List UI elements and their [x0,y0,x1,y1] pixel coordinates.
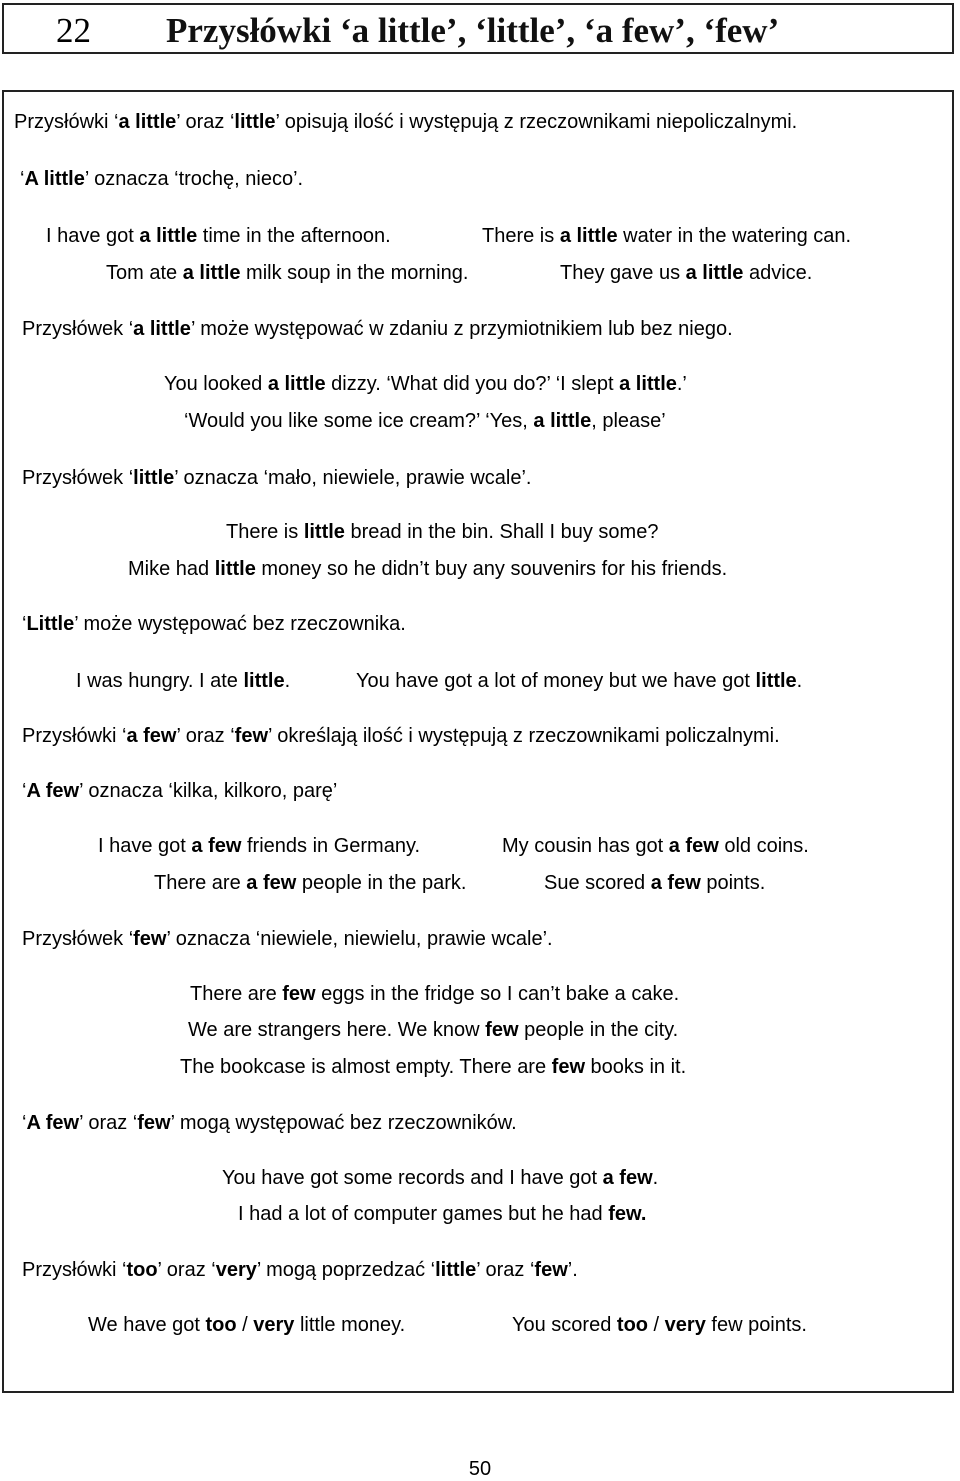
text-run: I was hungry. I ate [76,670,244,692]
text-line [4,980,952,1008]
bold-phrase: little [133,467,175,489]
text-run: Tom ate [106,262,183,284]
text-line [4,464,952,492]
text-run: There is [226,521,304,543]
text-run: water in the watering can. [617,225,852,247]
text-run: You have got some records and I have got [222,1167,603,1189]
text-line [4,1053,952,1081]
text-segment [356,667,802,695]
text-segment [14,108,797,136]
bold-phrase: A few [26,780,80,802]
text-line [4,610,952,638]
text-run: Mike had [128,558,215,580]
text-segment [46,222,391,250]
text-segment [190,980,679,1008]
bold-phrase: a little [182,262,241,284]
text-run: ’ oraz ‘ [476,1259,535,1281]
text-run: You have got a lot of money but we have got [356,670,756,692]
text-run: Przysłówki ‘ [22,1259,127,1281]
text-segment [22,610,406,638]
bold-phrase: a little [685,262,744,284]
text-line [4,925,952,953]
text-segment [188,1016,678,1044]
bold-phrase: few [137,1112,171,1134]
text-run: I have got [46,225,140,247]
bold-phrase: very [664,1314,706,1336]
text-segment [22,722,780,750]
text-run: ’ określają ilość i występują z rzeczownikami policzalnymi. [268,725,780,747]
text-run: Przysłówki ‘ [22,725,127,747]
text-run: ‘ [22,1112,27,1134]
content-box [2,90,954,1393]
bold-phrase: a little [533,410,592,432]
text-line [4,1311,952,1339]
text-segment [560,259,812,287]
text-segment [22,777,337,805]
text-run: ’ może występować w zdaniu z przymiotnikiem lub bez niego. [190,318,733,340]
bold-phrase: a few [602,1167,653,1189]
text-line [4,1256,952,1284]
text-run: time in the afternoon. [197,225,391,247]
text-run: milk soup in the morning. [240,262,469,284]
text-line [4,555,952,583]
bold-phrase: very [215,1259,257,1281]
text-segment [222,1164,658,1192]
text-run: You scored [512,1314,617,1336]
text-line [4,832,952,860]
bold-phrase: a few [668,835,719,857]
text-run: , please’ [591,410,666,432]
bold-phrase: little [234,111,276,133]
section-number: 22 [56,11,91,50]
text-segment [98,832,420,860]
text-segment [22,925,553,953]
text-run: ’ oznacza ‘kilka, kilkoro, parę’ [79,780,338,802]
text-line [4,1109,952,1137]
text-run: . [796,670,803,692]
text-run: eggs in the fridge so I can’t bake a cake. [315,983,680,1005]
text-run: ‘ [22,613,27,635]
text-segment [88,1311,405,1339]
bold-phrase: a few [126,725,177,747]
text-run: ’ oznacza ‘trochę, nieco’. [84,168,304,190]
text-run: bread in the bin. Shall I buy some? [344,521,659,543]
bold-phrase: few [282,983,316,1005]
bold-phrase: a little [118,111,177,133]
text-segment [106,259,468,287]
bold-phrase: little [214,558,256,580]
text-run: ‘Would you like some ice cream?’ ‘Yes, [184,410,534,432]
text-segment [512,1311,807,1339]
text-run: ’. [567,1259,578,1281]
bold-phrase: A few [26,1112,80,1134]
text-run: You looked [164,373,268,395]
bold-phrase: too [205,1314,237,1336]
text-line [4,518,952,546]
text-run: ‘ [20,168,25,190]
text-run: .’ [676,373,687,395]
text-line [4,370,952,398]
bold-phrase: little [435,1259,477,1281]
text-run: ’ oraz ‘ [176,725,235,747]
text-segment [164,370,687,398]
text-line [4,222,952,250]
text-run: dizzy. ‘What did you do?’ ‘I slept [325,373,620,395]
text-run: / [236,1314,254,1336]
section-title: Przysłówki ‘a little’, ‘little’, ‘a few’, ‘few’ [166,11,780,50]
bold-phrase: a little [139,225,198,247]
bold-phrase: a little [619,373,677,395]
text-segment [226,518,658,546]
text-segment [238,1200,646,1228]
text-segment [76,667,290,695]
text-run: . [652,1167,659,1189]
bold-phrase: little [303,521,345,543]
text-line [4,315,952,343]
text-run: old coins. [718,835,809,857]
text-line [4,1200,952,1228]
text-run: I have got [98,835,192,857]
text-run: little money. [294,1314,406,1336]
text-run: advice. [743,262,813,284]
text-run: Przysłówek ‘ [22,318,134,340]
text-run: Przysłówek ‘ [22,467,134,489]
text-segment [22,315,733,343]
title-box [2,3,954,54]
bold-phrase: a little [133,318,191,340]
bold-phrase: a few [191,835,242,857]
text-run: people in the city. [518,1019,679,1041]
text-run: Przysłówek ‘ [22,928,134,950]
text-run: I had a lot of computer games but he had [238,1203,609,1225]
text-run: ’ oznacza ‘mało, niewiele, prawie wcale’. [174,467,532,489]
text-run: people in the park. [296,872,467,894]
bold-phrase: Little [26,613,75,635]
bold-phrase: few [133,928,167,950]
text-segment [184,407,666,435]
bold-phrase: very [253,1314,295,1336]
text-run: There are [190,983,283,1005]
text-run: ’ oznacza ‘niewiele, niewielu, prawie wcale’. [166,928,553,950]
text-segment [22,1109,517,1137]
bold-phrase: too [616,1314,648,1336]
text-segment [20,165,303,193]
bold-phrase: a little [267,373,326,395]
bold-phrase: few [234,725,268,747]
text-run: ’ mogą występować bez rzeczowników. [170,1112,517,1134]
bold-phrase: a few [650,872,701,894]
text-run: My cousin has got [502,835,669,857]
text-run: We are strangers here. We know [188,1019,486,1041]
bold-phrase: A little [24,168,85,190]
text-segment [482,222,851,250]
bold-phrase: a little [559,225,618,247]
text-line [4,407,952,435]
text-segment [502,832,809,860]
text-line [4,1164,952,1192]
bold-phrase: too [126,1259,158,1281]
text-segment [22,1256,578,1284]
text-run: points. [700,872,766,894]
text-segment [180,1053,686,1081]
bold-phrase: a few [246,872,297,894]
text-run: / [648,1314,665,1336]
text-line [4,165,952,193]
text-run: ‘ [22,780,27,802]
text-run: We have got [88,1314,206,1336]
text-run: ’ opisują ilość i występują z rzeczownikami niepoliczalnymi. [275,111,798,133]
text-run: There is [482,225,560,247]
text-run: Sue scored [544,872,651,894]
text-segment [128,555,727,583]
text-segment [154,869,466,897]
bold-phrase: few [551,1056,585,1078]
text-run: money so he didn’t buy any souvenirs for his friends. [255,558,728,580]
text-line [4,1016,952,1044]
text-line [4,869,952,897]
text-run: ’ oraz ‘ [176,111,235,133]
text-run: The bookcase is almost empty. There are [180,1056,552,1078]
bold-phrase: little [755,670,797,692]
text-run: friends in Germany. [241,835,421,857]
bold-phrase: few [534,1259,568,1281]
text-segment [22,464,531,492]
bold-phrase: few [485,1019,519,1041]
text-run: ’ oraz ‘ [79,1112,138,1134]
text-run: There are [154,872,247,894]
text-line [4,722,952,750]
bold-phrase: few. [608,1203,647,1225]
text-line [4,259,952,287]
text-run: . [284,670,291,692]
text-run: few points. [705,1314,807,1336]
page-number: 50 [468,1458,492,1480]
text-segment [544,869,765,897]
text-run: books in it. [585,1056,687,1078]
text-line [4,667,952,695]
bold-phrase: little [243,670,285,692]
text-run: They gave us [560,262,686,284]
text-line [4,777,952,805]
text-run: Przysłówki ‘ [14,111,119,133]
text-run: ’ może występować bez rzeczownika. [74,613,406,635]
text-line [4,108,952,136]
text-run: ’ mogą poprzedzać ‘ [256,1259,436,1281]
text-run: ’ oraz ‘ [157,1259,216,1281]
